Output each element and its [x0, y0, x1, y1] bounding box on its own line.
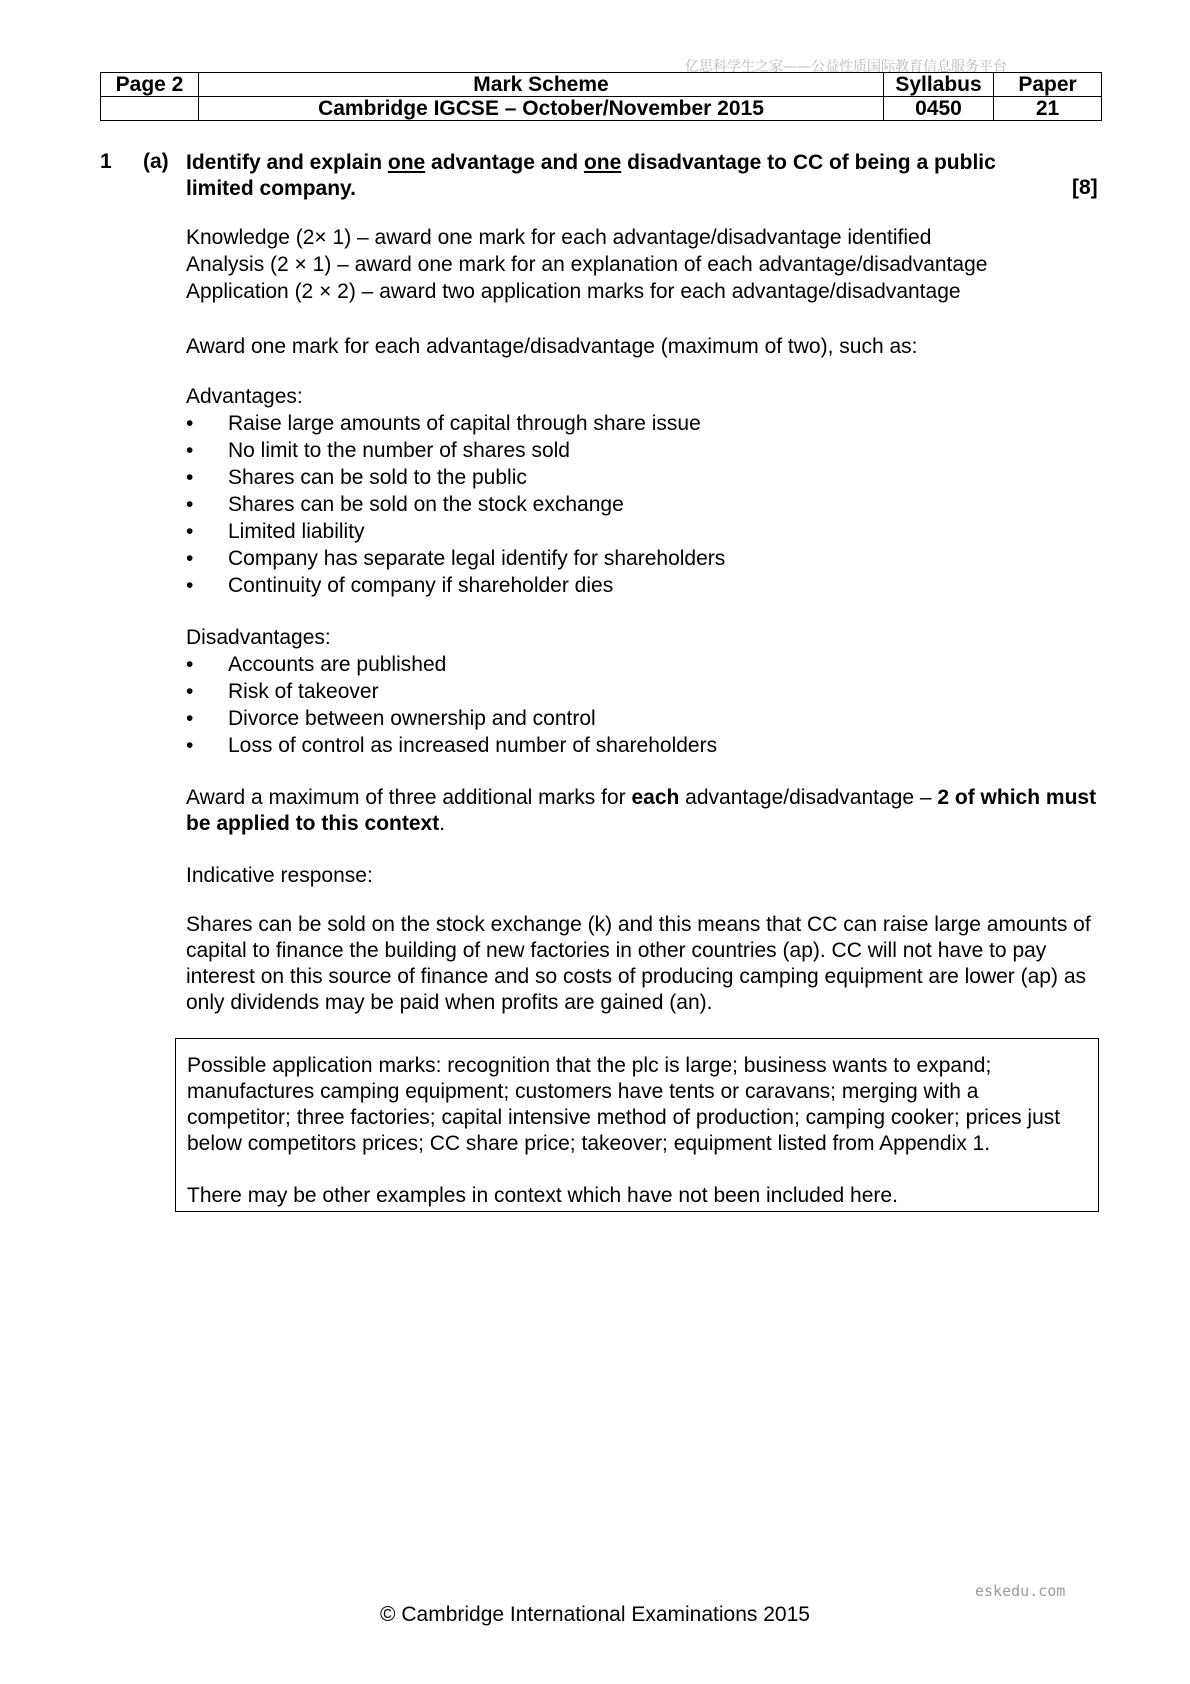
application-marks-box	[175, 1038, 1099, 1212]
advantages-list	[186, 410, 1101, 599]
indicative-response: Shares can be sold on the stock exchange (k) and this means that CC can raise large amounts of capital to finance the building of new factories in other countries (ap). CC will not have to pay interest on this source of finance and so costs of producing camping equipment are lower (ap) as only dividends may be paid when profits are gained (an).	[186, 913, 1091, 1014]
list-item: • Accounts are published	[186, 651, 1101, 678]
list-item: • Shares can be sold to the public	[186, 464, 1101, 491]
list-item: • Company has separate legal identify for shareholders	[186, 545, 1101, 572]
document-title: Mark Scheme	[199, 73, 884, 97]
footer-watermark: eskedu.com	[975, 1582, 1066, 1600]
question-text: Identify and explain one advantage and one disadvantage to CC of being a public limited company.	[186, 151, 996, 200]
page-label: Page 2	[101, 73, 199, 97]
criterion-knowledge: Knowledge (2× 1) – award one mark for each advantage/disadvantage identified	[186, 226, 932, 249]
list-item: • Loss of control as increased number of shareholders	[186, 732, 1101, 759]
paper-label: Paper	[994, 73, 1102, 97]
list-item: • Risk of takeover	[186, 678, 1101, 705]
question-number: 1	[100, 150, 112, 173]
paper-number: 21	[994, 97, 1102, 121]
award-maximum: Award a maximum of three additional marks for each advantage/disadvantage – 2 of which must be applied to this context.	[186, 786, 1097, 835]
exam-name: Cambridge IGCSE – October/November 2015	[199, 97, 884, 121]
award-intro: Award one mark for each advantage/disadvantage (maximum of two), such as:	[186, 335, 918, 358]
disadvantages-section	[186, 624, 1101, 759]
header-table	[100, 72, 1102, 121]
list-item: • Raise large amounts of capital through share issue	[186, 410, 1101, 437]
syllabus-label: Syllabus	[884, 73, 994, 97]
list-item: • Shares can be sold on the stock exchange	[186, 491, 1101, 518]
header-empty-cell	[101, 97, 199, 121]
application-marks-text: Possible application marks: recognition that the plc is large; business wants to expand; manufactures camping equipment; customers have tents or caravans; merging with a competitor; three factories; capital intensive method of production; camping cooker; prices just below competitors prices; CC share price; takeover; equipment listed from Appendix 1.	[187, 1054, 1061, 1155]
list-item: • Continuity of company if shareholder dies	[186, 572, 1101, 599]
disadvantages-heading: Disadvantages:	[186, 626, 331, 649]
disadvantages-list	[186, 651, 1101, 759]
question-part: (a)	[143, 150, 169, 173]
criterion-application: Application (2 × 2) – award two application marks for each advantage/disadvantage	[186, 280, 961, 303]
list-item: • No limit to the number of shares sold	[186, 437, 1101, 464]
other-examples-note: There may be other examples in context which have not been included here.	[187, 1184, 898, 1207]
criterion-analysis: Analysis (2 × 1) – award one mark for an explanation of each advantage/disadvantage	[186, 253, 988, 276]
marking-criteria	[186, 224, 1101, 305]
watermark-top: 亿思科学生之家——公益性质国际教育信息服务平台	[685, 59, 1007, 75]
list-item: • Divorce between ownership and control	[186, 705, 1101, 732]
question-marks: [8]	[1072, 176, 1098, 199]
indicative-heading: Indicative response:	[186, 864, 373, 887]
copyright-notice: © Cambridge International Examinations 2015	[380, 1603, 810, 1626]
list-item: • Limited liability	[186, 518, 1101, 545]
advantages-section	[186, 383, 1101, 599]
syllabus-code: 0450	[884, 97, 994, 121]
advantages-heading: Advantages:	[186, 385, 303, 408]
